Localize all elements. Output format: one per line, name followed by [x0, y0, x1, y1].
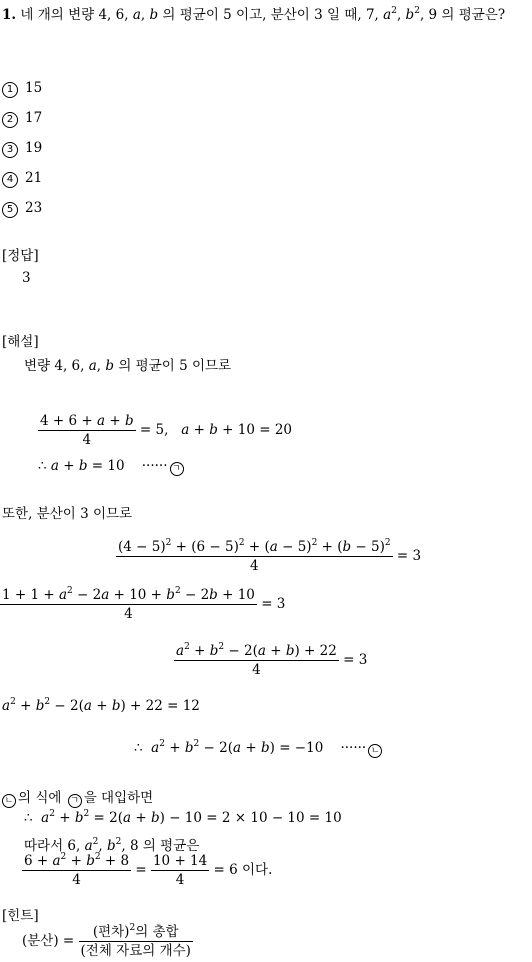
fraction: $\frac{(편차)^2의 총합}{\text{(전체 자료의 개수)}}$ [80, 923, 191, 959]
equation-result-b: ∴ $a^2 + b^2 - 2(a + b) = -10$ ······ ㄴ [134, 740, 384, 758]
choice-item[interactable] [2, 200, 42, 230]
substitution-line: ㄴ 의 식에 ㄱ 을 대입하면 [2, 786, 153, 808]
equation-sum: ∴ a + b = 10 ······ ㄱ [38, 458, 186, 476]
marker-nieun: ㄴ [2, 794, 16, 808]
choice-label: 19 [25, 140, 43, 156]
hint-heading: [힌트] [2, 908, 39, 924]
choice-marker: 3 [2, 142, 18, 158]
equation-mean: $\frac{4 + 6 + a + b}{4}$ = 5, a + b + 10 = 20 [40, 413, 293, 448]
choice-label: 21 [25, 170, 43, 186]
answer-heading: [정답] [2, 248, 39, 264]
choice-marker: 2 [2, 112, 18, 128]
choice-marker: 4 [2, 172, 18, 188]
hint-formula: (분산) = $\frac{(편차)^2의 총합}{\text{(전체 자료의 개수)}}$ [22, 923, 191, 959]
choice-marker: 5 [2, 202, 18, 218]
choice-label: 17 [25, 110, 43, 126]
equation-variance-def: $\frac{(4 - 5)^2 + (6 - 5)^2 + (a - 5)^2 + (b - 5)^2}{4}$ = 3 [118, 538, 422, 574]
choice-label: 15 [25, 80, 43, 96]
marker-giyeok: ㄱ [68, 794, 82, 808]
choice-item[interactable] [2, 170, 42, 200]
fraction: $\frac{a^2 + b^2 - 2(a + b) + 22}{4}$ [176, 642, 337, 678]
answer-value: 3 [22, 270, 31, 286]
choice-item[interactable] [2, 140, 42, 170]
marker-giyeok: ㄱ [170, 462, 184, 476]
solution-line-variance: 또한, 분산이 3 이므로 [2, 506, 133, 522]
equation-final-mean: $\frac{6 + a^2 + b^2 + 8}{4}$ = $\frac{10 + 14}{4}$ = 6 이다. [24, 852, 273, 888]
fraction: $\frac{6 + a^2 + b^2 + 8}{4}$ [24, 852, 130, 888]
solution-line-final: 따라서 6, $a^2$, $b^2$, 8 의 평균은 [24, 837, 200, 854]
choice-list [2, 80, 42, 230]
fraction: $\frac{(4 - 5)^2 + (6 - 5)^2 + (a - 5)^2 + (b - 5)^2}{4}$ [118, 538, 391, 574]
choice-item[interactable] [2, 110, 42, 140]
solution-intro: 변량 4, 6, a, b 의 평균이 5 이므로 [24, 358, 232, 374]
question-body: 네 개의 변량 4, 6, a, b 의 평균이 5 이고, 분산이 3 일 때, 7, $a^2$, $b^2$, 9 의 평균은? [20, 6, 506, 23]
fraction: $\frac{1 + 1 + a^2 - 2a + 10 + b^2 - 2b + 10}{4}$ [2, 586, 255, 622]
choice-label: 23 [25, 200, 43, 216]
question-number: 1. [2, 7, 17, 23]
choice-marker: 1 [2, 82, 18, 98]
equation-variance-expand: $\frac{1 + 1 + a^2 - 2a + 10 + b^2 - 2b + 10}{4}$ = 3 [2, 586, 286, 622]
equation-variance-times4: $a^2 + b^2 - 2(a + b) + 22 = 12$ [2, 697, 200, 714]
fraction: $\frac{10 + 14}{4}$ [152, 853, 208, 888]
marker-nieun: ㄴ [368, 744, 382, 758]
solution-heading: [해설] [2, 334, 39, 350]
question-text [2, 4, 530, 26]
equation-sum-squares: ∴ $a^2 + b^2 = 2(a + b) - 10 = 2 \times 10 - 10 = 10$ [24, 809, 342, 826]
choice-item[interactable] [2, 80, 42, 110]
equation-variance-simplify: $\frac{a^2 + b^2 - 2(a + b) + 22}{4}$ = 3 [176, 642, 368, 678]
fraction: $\frac{4 + 6 + a + b}{4}$ [40, 413, 134, 448]
